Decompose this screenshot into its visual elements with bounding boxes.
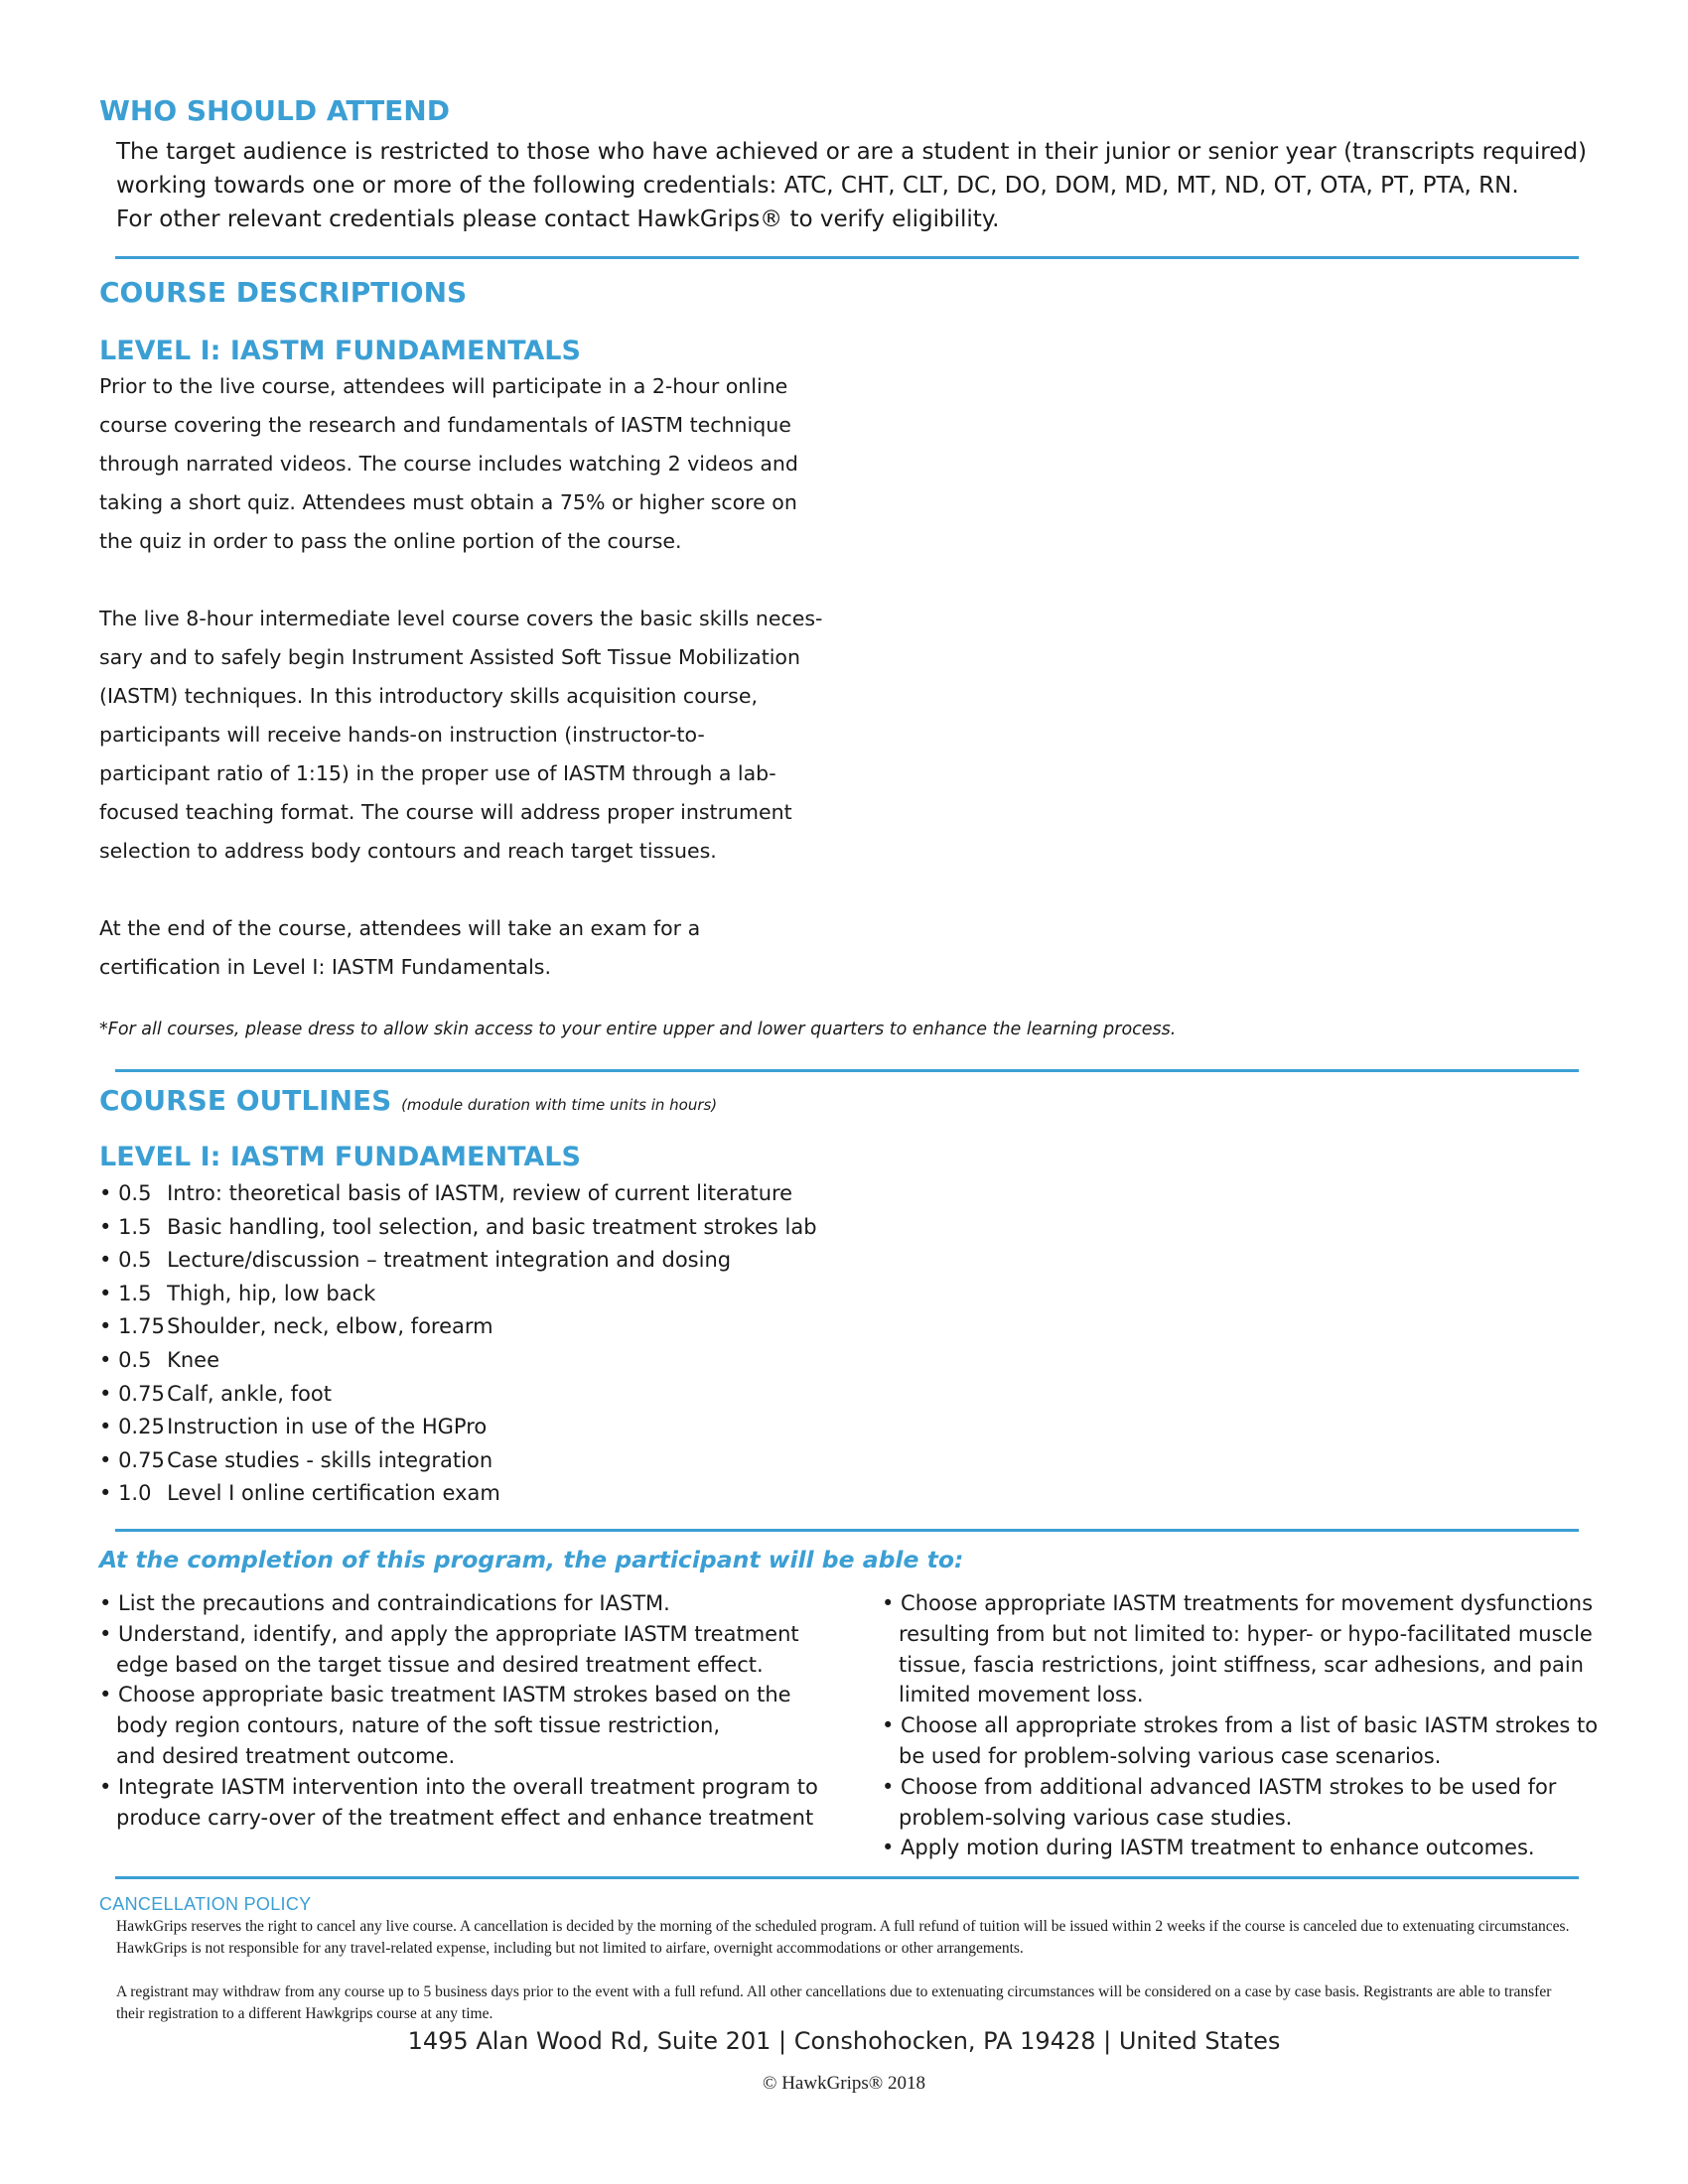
outline-hours: 0.5 bbox=[118, 1348, 152, 1372]
outline-item bbox=[99, 1215, 817, 1239]
outline-topic: Instruction in use of the HGPro bbox=[167, 1415, 488, 1439]
who-line-2: working towards one or more of the following credentials: ATC, CHT, CLT, DC, DO, DOM, MD, MT, ND, OT, OTA, PT, PTA, RN. bbox=[116, 173, 1519, 199]
objective-item-continuation: and desired treatment outcome. bbox=[116, 1744, 456, 1768]
outline-hours: 1.5 bbox=[118, 1214, 152, 1239]
objective-item: • Choose appropriate basic treatment IASTM strokes based on the bbox=[99, 1683, 791, 1707]
objective-item: • List the precautions and contraindications for IASTM. bbox=[99, 1591, 670, 1615]
text-line: taking a short quiz. Attendees must obtain a 75% or higher score on bbox=[99, 490, 797, 514]
divider bbox=[115, 1876, 1579, 1879]
who-line-3: For other relevant credentials please contact HawkGrips® to verify eligibility. bbox=[116, 206, 1000, 232]
bullet: • bbox=[99, 1314, 119, 1339]
divider bbox=[115, 1069, 1579, 1072]
course-outlines-title: COURSE OUTLINES bbox=[99, 1084, 392, 1117]
text-line: the quiz in order to pass the online portion of the course. bbox=[99, 529, 682, 553]
bullet: • bbox=[99, 1214, 119, 1239]
outline-level-title: LEVEL I: IASTM FUNDAMENTALS bbox=[99, 1142, 581, 1172]
objective-item-continuation: limited movement loss. bbox=[899, 1683, 1144, 1707]
text-line: selection to address body contours and reach target tissues. bbox=[99, 839, 717, 863]
description-level-title: LEVEL I: IASTM FUNDAMENTALS bbox=[99, 336, 581, 366]
outline-hours: 0.5 bbox=[118, 1248, 152, 1273]
cancellation-paragraph-1: HawkGrips reserves the right to cancel any live course. A cancellation is decided by the morning of the scheduled program. A full refund of tuition will be issued within 2 weeks if the course is canceled due to extenuating circumstances. HawkGrips is not responsible for any travel-related expense, including but not limited to airfare, overnight accommodations or other arrangements. bbox=[116, 1918, 1570, 1957]
outline-hours: 0.75 bbox=[118, 1447, 165, 1472]
outline-item bbox=[99, 1314, 493, 1338]
bullet: • bbox=[99, 1415, 119, 1439]
outline-hours: 1.75 bbox=[118, 1314, 165, 1339]
outline-topic: Calf, ankle, foot bbox=[167, 1381, 332, 1406]
bullet: • bbox=[99, 1447, 119, 1472]
objective-item-continuation: problem-solving various case studies. bbox=[899, 1805, 1293, 1830]
outline-topic: Shoulder, neck, elbow, forearm bbox=[167, 1314, 493, 1339]
outline-item bbox=[99, 1248, 731, 1272]
text-line: The live 8-hour intermediate level course covers the basic skills neces- bbox=[99, 607, 823, 630]
objective-item-continuation: produce carry-over of the treatment effect and enhance treatment bbox=[116, 1805, 814, 1830]
outline-topic: Case studies - skills integration bbox=[167, 1447, 493, 1472]
outline-hours: 0.75 bbox=[118, 1381, 165, 1406]
text-line: certification in Level I: IASTM Fundamentals. bbox=[99, 955, 551, 979]
divider bbox=[115, 1529, 1579, 1532]
who-line-1: The target audience is restricted to those who have achieved or are a student in their junior or senior year (transcripts required) bbox=[116, 139, 1587, 165]
objective-item-continuation: tissue, fascia restrictions, joint stiffness, scar adhesions, and pain bbox=[899, 1652, 1584, 1677]
course-outlines-subnote: (module duration with time units in hours) bbox=[401, 1096, 718, 1114]
objective-item: • Choose from additional advanced IASTM strokes to be used for bbox=[882, 1774, 1557, 1799]
outline-hours: 1.0 bbox=[118, 1481, 152, 1506]
objective-item: • Understand, identify, and apply the appropriate IASTM treatment bbox=[99, 1621, 799, 1646]
outline-item bbox=[99, 1481, 500, 1505]
cancellation-paragraph-2: A registrant may withdraw from any course up to 5 business days prior to the event with a full refund. All other cancellations due to extenuating circumstances will be considered on a case by case basis. Registrants are able to transfer their registration to a different Hawkgrips course at any time. bbox=[116, 1983, 1552, 2022]
outline-topic: Intro: theoretical basis of IASTM, review of current literature bbox=[167, 1181, 793, 1205]
cancellation-heading: CANCELLATION POLICY bbox=[99, 1894, 312, 1914]
dress-code-note: *For all courses, please dress to allow skin access to your entire upper and lower quarters to enhance the learning process. bbox=[99, 1020, 1177, 1039]
text-line: focused teaching format. The course will address proper instrument bbox=[99, 800, 792, 824]
outline-topic: Lecture/discussion – treatment integration and dosing bbox=[167, 1248, 732, 1273]
outline-item bbox=[99, 1181, 792, 1205]
bullet: • bbox=[99, 1281, 119, 1305]
outline-item bbox=[99, 1348, 219, 1372]
text-line: (IASTM) techniques. In this introductory skills acquisition course, bbox=[99, 684, 758, 708]
objective-item: • Integrate IASTM intervention into the overall treatment program to bbox=[99, 1774, 818, 1799]
course-outlines-heading bbox=[99, 1084, 717, 1117]
objectives-heading: At the completion of this program, the participant will be able to: bbox=[99, 1546, 964, 1573]
footer-copyright: © HawkGrips® 2018 bbox=[763, 2073, 925, 2094]
text-line: course covering the research and fundamentals of IASTM technique bbox=[99, 413, 791, 437]
outline-topic: Basic handling, tool selection, and basic treatment strokes lab bbox=[167, 1214, 817, 1239]
text-line: participants will receive hands-on instruction (instructor-to- bbox=[99, 723, 705, 747]
text-line: sary and to safely begin Instrument Assisted Soft Tissue Mobilization bbox=[99, 645, 800, 669]
outline-hours: 1.5 bbox=[118, 1281, 152, 1305]
bullet: • bbox=[99, 1481, 119, 1506]
bullet: • bbox=[99, 1181, 119, 1205]
who-should-attend-heading: WHO SHOULD ATTEND bbox=[99, 94, 450, 127]
bullet: • bbox=[99, 1381, 119, 1406]
footer-address: 1495 Alan Wood Rd, Suite 201 | Conshohocken, PA 19428 | United States bbox=[407, 2027, 1281, 2055]
text-line: participant ratio of 1:15) in the proper use of IASTM through a lab- bbox=[99, 761, 776, 785]
outline-hours: 0.5 bbox=[118, 1181, 152, 1205]
text-line: through narrated videos. The course includes watching 2 videos and bbox=[99, 452, 798, 476]
outline-topic: Knee bbox=[167, 1348, 219, 1372]
text-line: At the end of the course, attendees will take an exam for a bbox=[99, 916, 701, 940]
bullet: • bbox=[99, 1348, 119, 1372]
objective-item: • Choose appropriate IASTM treatments for movement dysfunctions bbox=[882, 1591, 1594, 1615]
bullet: • bbox=[99, 1248, 119, 1273]
objective-item-continuation: be used for problem-solving various case scenarios. bbox=[899, 1744, 1442, 1768]
outline-item bbox=[99, 1415, 487, 1438]
outline-item bbox=[99, 1448, 492, 1472]
outline-topic: Level I online certification exam bbox=[167, 1481, 500, 1506]
outline-item bbox=[99, 1282, 375, 1305]
objective-item-continuation: body region contours, nature of the soft tissue restriction, bbox=[116, 1713, 721, 1738]
text-line: Prior to the live course, attendees will participate in a 2-hour online bbox=[99, 374, 788, 398]
course-descriptions-heading: COURSE DESCRIPTIONS bbox=[99, 276, 468, 309]
objective-item-continuation: resulting from but not limited to: hyper- or hypo-facilitated muscle bbox=[899, 1621, 1593, 1646]
outline-topic: Thigh, hip, low back bbox=[167, 1281, 376, 1305]
outline-item bbox=[99, 1382, 332, 1406]
objective-item: • Choose all appropriate strokes from a list of basic IASTM strokes to bbox=[882, 1713, 1599, 1738]
outline-hours: 0.25 bbox=[118, 1415, 165, 1439]
objective-item: • Apply motion during IASTM treatment to enhance outcomes. bbox=[882, 1836, 1535, 1860]
objective-item-continuation: edge based on the target tissue and desired treatment effect. bbox=[116, 1652, 764, 1677]
divider bbox=[115, 256, 1579, 259]
